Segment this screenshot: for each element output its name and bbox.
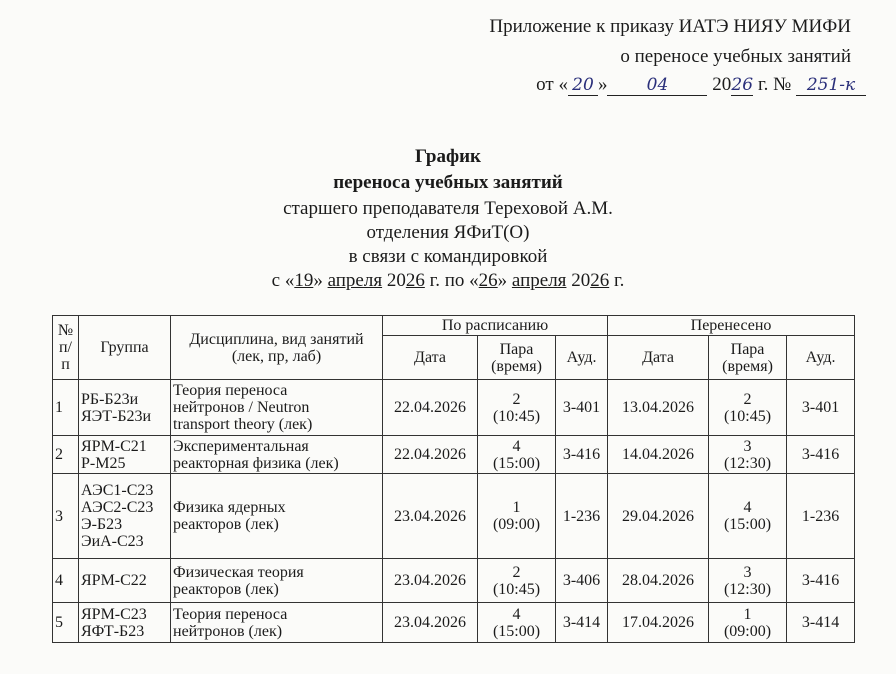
scheduled-room-cell: [556, 559, 608, 603]
row-num-cell-line: 5: [55, 614, 63, 631]
order-date-mid: »: [597, 74, 608, 95]
order-number-handwritten: 251-к: [796, 75, 866, 96]
discipline-cell-line: Теория переноса: [173, 382, 288, 399]
period-text: 20: [566, 270, 591, 291]
row-num-cell: [53, 474, 79, 559]
moved-date-cell: [608, 380, 709, 436]
period-text: »: [497, 270, 512, 291]
discipline-cell-line: Теория переноса: [173, 605, 288, 623]
period-end-day: 26: [478, 270, 498, 291]
moved-room-cell-line: 3-416: [801, 446, 840, 463]
schedule-table-body: [53, 380, 855, 643]
row-num-cell: [53, 436, 79, 474]
scheduled-pair-cell-line: 4: [512, 605, 521, 623]
group-cell-line: Э-Б23: [81, 516, 123, 533]
moved-date-cell: [608, 559, 709, 603]
header-num: № п/п: [53, 316, 79, 380]
scheduled-pair-cell-line: (10:45): [492, 580, 541, 598]
header-group: Группа: [79, 316, 171, 380]
table-row: [53, 436, 855, 474]
moved-room-cell: [787, 559, 855, 603]
scheduled-date-cell: [383, 474, 478, 559]
moved-room-cell: [787, 380, 855, 436]
moved-room-cell: [787, 436, 855, 474]
moved-room-cell: [787, 603, 855, 643]
moved-pair-cell-line: (15:00): [723, 516, 772, 533]
moved-room-cell-line: 1-236: [801, 507, 840, 525]
moved-date-cell-line: 17.04.2026: [622, 614, 695, 631]
scheduled-pair-cell-line: (15:00): [492, 454, 541, 472]
discipline-cell: [171, 436, 383, 474]
scheduled-pair-cell-line: (09:00): [492, 516, 541, 533]
scheduled-pair-cell-line: 2: [512, 390, 521, 408]
group-cell-line: Р-М25: [81, 454, 126, 472]
period-start-day: 19: [294, 270, 314, 291]
moved-room-cell-line: 3-416: [801, 572, 840, 589]
scheduled-pair-cell-line: 4: [512, 437, 521, 455]
group-cell-line: ЯРМ-С22: [81, 572, 147, 589]
department-line: отделения ЯФиТ(О): [366, 222, 530, 243]
scheduled-room-cell: [556, 603, 608, 643]
scheduled-pair-cell: [478, 380, 556, 436]
order-month-handwritten: 04: [607, 75, 707, 96]
discipline-cell: [171, 474, 383, 559]
reason-line: в связи с командировкой: [348, 246, 548, 267]
scheduled-room-cell-line: 3-406: [562, 572, 601, 589]
scheduled-room-cell: [556, 380, 608, 436]
scheduled-date-cell-line: 22.04.2026: [394, 399, 466, 416]
scheduled-room-cell-line: 1-236: [562, 507, 601, 525]
moved-pair-cell: [709, 380, 787, 436]
scheduled-pair-cell: [478, 559, 556, 603]
group-cell-line: РБ-Б23и: [81, 390, 139, 408]
document-subtitle: переноса учебных занятий: [333, 172, 563, 193]
row-num-cell-line: 1: [55, 399, 63, 416]
group-cell: [79, 559, 171, 603]
scheduled-date-cell-line: 23.04.2026: [394, 572, 466, 589]
discipline-cell-line: Экспериментальная: [173, 437, 309, 455]
schedule-table: [52, 315, 855, 643]
scheduled-room-cell: [556, 474, 608, 559]
moved-date-cell: [608, 474, 709, 559]
table-row: [53, 603, 855, 643]
scheduled-pair-cell: [478, 603, 556, 643]
table-row: [53, 474, 855, 559]
scheduled-pair-cell-line: 2: [512, 563, 521, 581]
header-pair-scheduled: Пара (время): [478, 336, 556, 380]
discipline-cell: [171, 380, 383, 436]
scheduled-date-cell: [383, 559, 478, 603]
header-room-moved: Ауд.: [787, 336, 855, 380]
group-cell-line: ЯРМ-С23: [81, 605, 147, 623]
header-date-scheduled: Дата: [383, 336, 478, 380]
moved-pair-cell-line: 4: [743, 499, 752, 516]
moved-pair-cell-line: (12:30): [723, 454, 772, 472]
moved-date-cell-line: 29.04.2026: [622, 507, 695, 525]
moved-date-cell: [608, 436, 709, 474]
header-moved: Перенесено: [608, 316, 855, 336]
moved-date-cell-line: 13.04.2026: [622, 399, 695, 416]
order-year-after: г. №: [753, 74, 792, 95]
teacher-line: старшего преподавателя Тереховой А.М.: [283, 198, 613, 219]
group-cell: [79, 474, 171, 559]
scheduled-date-cell: [383, 603, 478, 643]
scheduled-room-cell-line: 3-414: [562, 614, 601, 631]
header-room-scheduled: Ауд.: [556, 336, 608, 380]
discipline-cell-line: нейтронов / Neutron: [173, 399, 310, 416]
discipline-cell-line: реакторов (лек): [173, 580, 279, 598]
moved-date-cell: [608, 603, 709, 643]
moved-pair-cell-line: (09:00): [723, 622, 772, 640]
scheduled-room-cell-line: 3-401: [562, 399, 601, 416]
discipline-cell-line: Физика ядерных: [173, 499, 286, 516]
discipline-cell-line: Физическая теория: [173, 563, 304, 581]
row-num-cell-line: 4: [55, 572, 63, 589]
moved-pair-cell-line: 1: [743, 605, 752, 623]
group-cell-line: АЭС2-С23: [81, 499, 154, 516]
order-subject-line: о переносе учебных занятий: [620, 46, 851, 67]
header-discipline: Дисциплина, вид занятий (лек, пр, лаб): [171, 316, 383, 380]
period-start-year: 26: [405, 270, 425, 291]
discipline-cell-line: реакторов (лек): [173, 516, 279, 533]
discipline-cell: [171, 603, 383, 643]
scheduled-date-cell: [383, 436, 478, 474]
order-date-number-line: [536, 74, 866, 96]
moved-pair-cell: [709, 436, 787, 474]
header-pair-moved: Пара (время): [709, 336, 787, 380]
moved-pair-cell-line: (10:45): [723, 407, 772, 425]
row-num-cell-line: 3: [55, 507, 63, 525]
scheduled-room-cell: [556, 436, 608, 474]
group-cell-line: ЯРМ-С21: [81, 437, 147, 455]
period-end-month: апреля: [511, 270, 567, 291]
scheduled-pair-cell: [478, 474, 556, 559]
header-date-moved: Дата: [608, 336, 709, 380]
moved-pair-cell-line: (12:30): [723, 580, 772, 598]
group-cell-line: ЯФТ-Б23: [81, 622, 145, 640]
row-num-cell-line: 2: [55, 446, 63, 463]
order-day-handwritten: 20: [568, 75, 598, 96]
moved-pair-cell-line: 2: [743, 390, 752, 408]
order-year-handwritten: 26: [731, 75, 754, 95]
group-cell: [79, 380, 171, 436]
document-title: График: [415, 146, 481, 167]
table-row: [53, 559, 855, 603]
scheduled-date-cell: [383, 380, 478, 436]
scheduled-pair-cell-line: 1: [512, 499, 521, 516]
order-year-prefix: 20: [712, 74, 732, 95]
scheduled-date-cell-line: 23.04.2026: [394, 507, 466, 525]
period-end-year: 26: [590, 270, 610, 291]
group-cell-line: ЭиА-С23: [81, 533, 144, 550]
scheduled-pair-cell-line: (15:00): [492, 622, 541, 640]
scheduled-room-cell-line: 3-416: [562, 446, 601, 463]
row-num-cell: [53, 559, 79, 603]
order-date-prefix: от «: [536, 74, 568, 95]
group-cell: [79, 436, 171, 474]
moved-pair-cell-line: 3: [743, 563, 752, 581]
row-num-cell: [53, 380, 79, 436]
period-text: г. по «: [424, 270, 479, 291]
group-cell-line: АЭС1-С23: [81, 482, 154, 499]
period-text: с «: [271, 270, 295, 291]
group-cell: [79, 603, 171, 643]
moved-date-cell-line: 14.04.2026: [622, 446, 695, 463]
moved-room-cell: [787, 474, 855, 559]
period-text: »: [313, 270, 328, 291]
appendix-line: Приложение к приказу ИАТЭ НИЯУ МИФИ: [489, 16, 851, 37]
period-text: г.: [609, 270, 625, 291]
moved-room-cell-line: 3-414: [801, 614, 840, 631]
header-scheduled: По расписанию: [383, 316, 608, 336]
group-cell-line: ЯЭТ-Б23и: [81, 407, 152, 425]
discipline-cell-line: transport theory (лек): [173, 416, 313, 433]
row-num-cell: [53, 603, 79, 643]
moved-pair-cell: [709, 559, 787, 603]
period-text: 20: [382, 270, 406, 291]
scheduled-pair-cell-line: (10:45): [492, 407, 541, 425]
moved-date-cell-line: 28.04.2026: [622, 572, 695, 589]
moved-pair-cell-line: 3: [743, 437, 752, 455]
moved-room-cell-line: 3-401: [801, 399, 840, 416]
discipline-cell: [171, 559, 383, 603]
period-start-month: апреля: [327, 270, 383, 291]
scheduled-date-cell-line: 23.04.2026: [394, 614, 466, 631]
period-line: [0, 270, 896, 292]
scheduled-pair-cell: [478, 436, 556, 474]
moved-pair-cell: [709, 603, 787, 643]
table-row: [53, 380, 855, 436]
discipline-cell-line: реакторная физика (лек): [173, 454, 339, 472]
discipline-cell-line: нейтронов (лек): [173, 622, 283, 640]
moved-pair-cell: [709, 474, 787, 559]
scheduled-date-cell-line: 22.04.2026: [394, 446, 466, 463]
